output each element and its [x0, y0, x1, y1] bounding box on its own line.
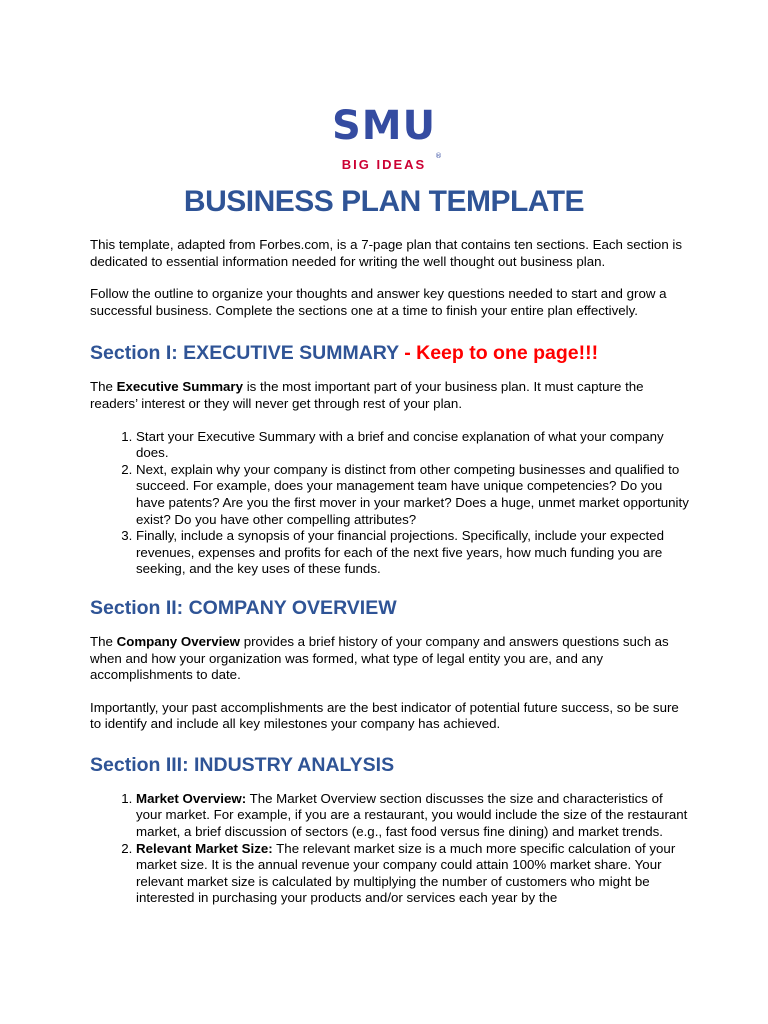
section-2-heading: Section II: COMPANY OVERVIEW [90, 596, 397, 619]
section-1-list [90, 429, 690, 578]
list-item: 2. Next, explain why your company is distinct from other competing businesses and qualified to succeed. For example, does your management team have unique competencies? Do you have patents? Are you the first mover in your market? Does a huge, unmet market opportunity exist? Do you have other compelling attributes? [136, 462, 690, 528]
item-text: The Market Overview section discusses the size and characteristics of your market. For example, if you are a restaurant, you would include the size of the restaurant market, a brief discussion of sectors (e.g., fast food versus fine dining) and market trends. [136, 790, 688, 840]
section-1-title: Section I: EXECUTIVE SUMMARY [90, 342, 399, 365]
section-3-heading: Section III: INDUSTRY ANALYSIS [90, 753, 395, 776]
section-1-heading [90, 341, 690, 365]
text-run: provides a brief history of your company and answers questions such as when and how your organization was formed, what type of legal entity you are, and any accomplishments to date. [90, 633, 669, 683]
section-2-paragraph-2: Importantly, your past accomplishments are the best indicator of potential future success, so be sure to identify and include all key milestones your company has achieved. [90, 699, 679, 732]
text-run: The [90, 379, 117, 395]
list-item [136, 841, 690, 907]
text-run: The [90, 633, 117, 649]
registered-mark: ® [435, 152, 444, 160]
intro-paragraph-2: Follow the outline to organize your thoughts and answer key questions needed to start and grow a successful business. Complete the sections one at a time to finish your entire plan effectively. [90, 286, 667, 318]
intro-paragraph-1: This template, adapted from Forbes.com, is a 7-page plan that contains ten sections. Each section is dedicated to essential information needed for writing the well thought out business plan. [90, 237, 683, 269]
list-item [136, 791, 690, 841]
document-body [90, 237, 690, 907]
bold-term: Executive Summary [116, 379, 243, 395]
text-run: is the most important part of your business plan. It must capture the readers’ interest or they will never get through rest of your plan. [90, 379, 644, 411]
document-title: BUSINESS PLAN TEMPLATE [183, 185, 585, 218]
smu-logo [0, 104, 768, 173]
item-text: The relevant market size is a much more specific calculation of your market size. It is the annual revenue your company could attain 100% market share. Your relevant market size is calculated by multiplying the number of customers who might be interested in purchasing your products and/or services each year by the [136, 840, 676, 906]
bold-term: Company Overview [116, 633, 241, 649]
logo-word: SMU [331, 103, 437, 149]
list-item: 1. Start your Executive Summary with a brief and concise explanation of what your company does. [136, 429, 690, 462]
section-2-paragraph-1 [90, 634, 690, 684]
item-term: Relevant Market Size: [136, 840, 273, 856]
logo-wordmark [331, 103, 444, 160]
section-1-paragraph [90, 379, 690, 412]
section-1-note: - Keep to one page!!! [398, 342, 599, 365]
section-3-list [90, 791, 690, 907]
item-term: Market Overview: [136, 790, 247, 806]
logo-tagline: BIG IDEAS [341, 157, 427, 172]
list-item: 3. Finally, include a synopsis of your financial projections. Specifically, include your expected revenues, expenses and profits for each of the next five years, how much funding you are seeking, and the key uses of these funds. [136, 528, 690, 578]
